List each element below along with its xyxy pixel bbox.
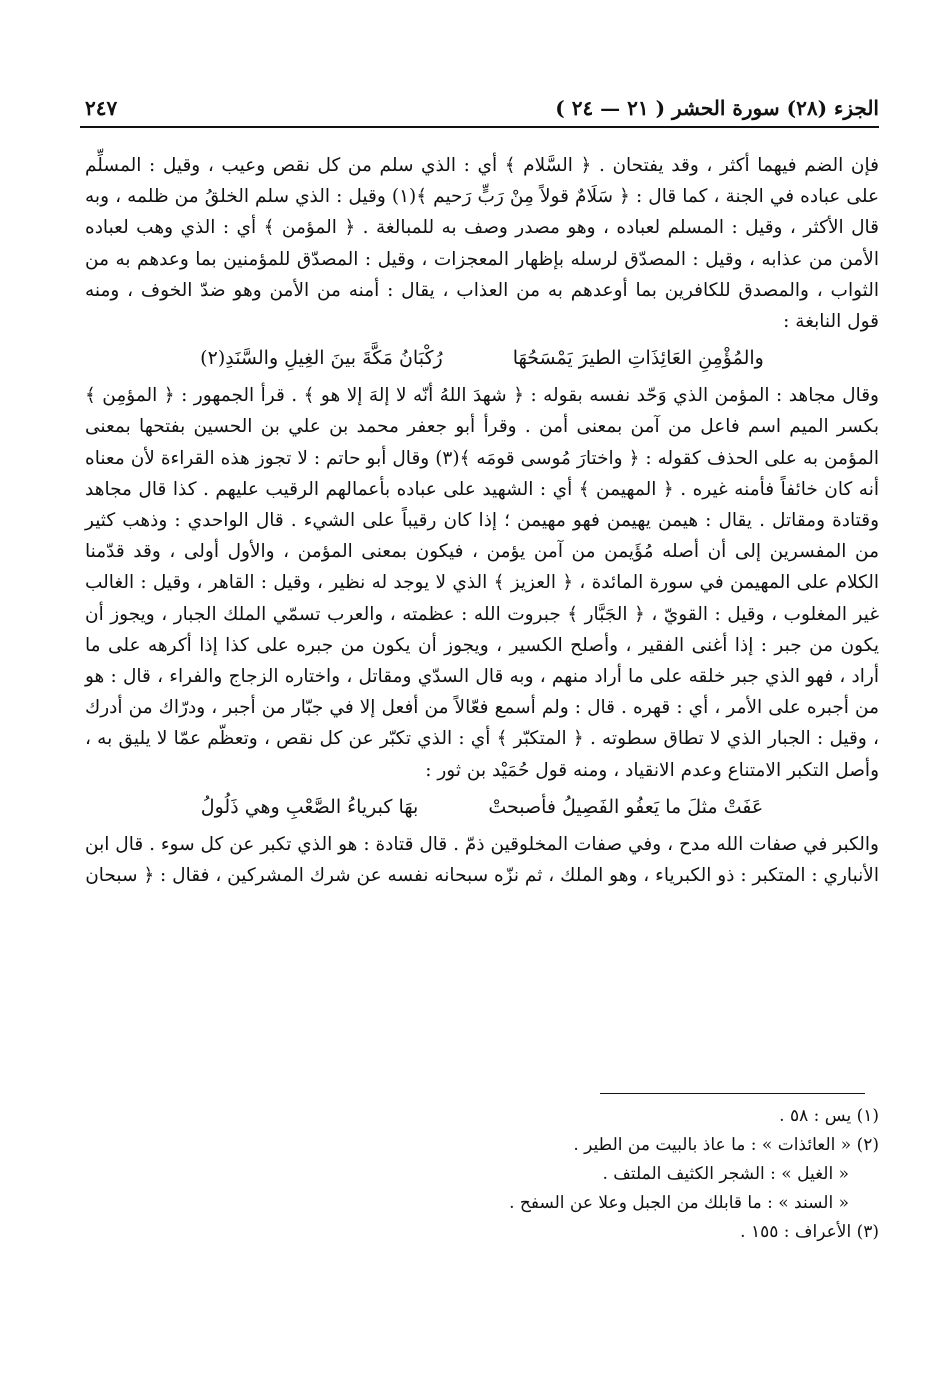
header-rule bbox=[80, 126, 879, 128]
footnote-3: (٣) الأعراف : ١٥٥ . bbox=[740, 1222, 879, 1242]
footnote-2-gloss-sanad: « السند » : ما قابلك من الجبل وعلا عن السفح . bbox=[509, 1193, 849, 1213]
paragraph-2: وقال مجاهد : المؤمن الذي وَحّد نفسه بقوله : ﴿ شهدَ اللهُ أنّه لا إلهَ إلا هو ﴾ . قرأ الجمهور : ﴿ المؤمِن ﴾ بكسر الميم اسم فاعل من آمن بمعنى أمن . وقرأ أبو جعفر محمد بن علي بن الحسين بفتحها بمعنى المؤمن به على الحذف كقوله : ﴿ واختارَ مُوسى قومَه ﴾(٣) وقال أبو حاتم : لا تجوز هذه القراءة لأن معناه أنه كان خائفاً فأمنه غيره . ﴿ المهيمن ﴾ أي : الشهيد على عباده بأعمالهم الرقيب عليهم . كذا قال مجاهد وقتادة ومقاتل . يقال : هيمن يهيمن فهو مهيمن ؛ إذا كان رقيباً على الشيء . قال الواحدي : وذهب كثير من المفسرين إلى أن أصله مُؤَيمن من آمن يؤمن ، فيكون بمعنى المؤمن ، والأول أولى ، وقد قدّمنا الكلام على المهيمن في سورة المائدة ، ﴿ العزيز ﴾ الذي لا يوجد له نظير ، وقيل : القاهر ، وقيل : الغالب غير المغلوب ، وقيل : القويّ ، ﴿ الجَبَّار ﴾ جبروت الله : عظمته ، والعرب تسمّي الملك الجبار ، ويجوز أن يكون من جبر : إذا أغنى الفقير ، وأصلح الكسير ، ويجوز أن يكون من جبره على كذا إذا أكرهه على ما أراد ، فهو الذي جبر خلقه على ما أراد منهم ، وبه قال السدّي ومقاتل ، واختاره الزجاج والفراء ، قال : هو من أجبره على الأمر ، أي : قهره . قال : ولم أسمع فعّالاً من أفعل إلا في جبّار من أجبر ، ودرّاك من أدرك ، وقيل : الجبار الذي لا تطاق سطوته . ﴿ المتكبّر ﴾ أي : الذي تكبّر عن كل نقص ، وتعظّم عمّا لا يليق به ، وأصل التكبر الامتناع وعدم الانقياد ، ومنه قول حُمَيْد بن ثور : bbox=[85, 385, 879, 781]
poetry-verse-2 bbox=[85, 792, 879, 823]
footnotes bbox=[100, 1102, 879, 1247]
verse-second-hemistich: بهَا كبرياءُ الصَّعْبِ وهي ذَلُولُ bbox=[200, 795, 419, 818]
verse-second-hemistich: رُكْبَانُ مَكَّةَ بينَ الغِيلِ والسَّنَدِ(٢) bbox=[200, 347, 443, 370]
footnote-rule bbox=[600, 1093, 865, 1094]
footnote-2: (٢) « العائذات » : ما عاذ بالبيت من الطير . bbox=[573, 1135, 879, 1155]
footnote-1: (١) يس : ٥٨ . bbox=[779, 1106, 879, 1126]
verse-first-hemistich: والمُؤْمِنِ العَائِذَاتِ الطيرَ يَمْسَحُهَا bbox=[512, 347, 764, 370]
main-text bbox=[85, 150, 879, 891]
verse-first-hemistich: عَفَتْ مثلَ ما يَعفُو الفَصِيلُ فأصبحتْ bbox=[488, 795, 764, 818]
paragraph-1: فإن الضم فيهما أكثر ، وقد يفتحان . ﴿ السَّلام ﴾ أي : الذي سلم من كل نقص وعيب ، وقيل : المسلِّم على عباده في الجنة ، كما قال : ﴿ سَلَامٌ قولاً مِنْ رَبٍّ رَحيم ﴾(١) وقيل : الذي سلم الخلقُ من ظلمه ، وبه قال الأكثر ، وقيل : المسلم لعباده ، وهو مصدر وصف به للمبالغة . ﴿ المؤمن ﴾ أي : الذي وهب لعباده الأمن من عذابه ، وقيل : المصدّق لرسله بإظهار المعجزات ، وقيل : المصدّق للمؤمنين بما وعدهم به من الثواب ، والمصدق للكافرين بما أوعدهم به من العذاب ، يقال : أمنه من الأمن وهو ضدّ الخوف ، ومنه قول النابغة : bbox=[85, 155, 879, 333]
paragraph-3: والكبر في صفات الله مدح ، وفي صفات المخلوقين ذمّ . قال قتادة : هو الذي تكبر عن كل سوء . قال ابن الأنباري : المتكبر : ذو الكبرياء ، وهو الملك ، ثم نزّه سبحانه نفسه عن شرك المشركين ، فقال : ﴿ سبحان bbox=[85, 833, 879, 887]
footnote-2-gloss-ghil: « الغيل » : الشجر الكثيف الملتف . bbox=[602, 1164, 849, 1184]
poetry-verse-1 bbox=[85, 343, 879, 374]
page-number: ٢٤٧ bbox=[85, 96, 118, 120]
running-header bbox=[85, 92, 879, 126]
header-title: الجزء (٢٨) سورة الحشر ( ٢١ — ٢٤ ) bbox=[555, 96, 879, 120]
